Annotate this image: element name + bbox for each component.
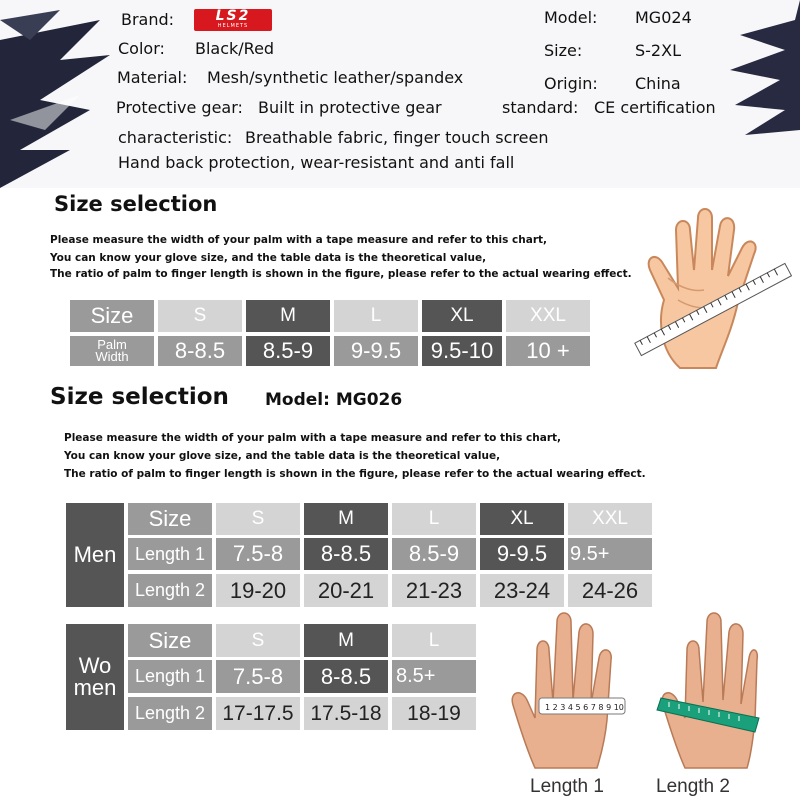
women-label bbox=[66, 624, 124, 730]
model-value: MG024 bbox=[635, 8, 692, 27]
protective-label: Protective gear: bbox=[116, 98, 243, 117]
men-size-cell: S bbox=[216, 503, 300, 535]
table-size-cell: S bbox=[158, 300, 242, 332]
men-length2-cell: 23-24 bbox=[480, 574, 564, 607]
section2-note-3: The ratio of palm to finger length is shown in the figure, please refer to the actual wearing effect. bbox=[64, 468, 646, 480]
men-size-cell: M bbox=[304, 503, 388, 535]
brush-stroke-decoration-left bbox=[0, 0, 120, 188]
brand-logo-text: LS2 bbox=[215, 8, 251, 24]
brand-label: Brand: bbox=[121, 10, 175, 29]
men-length2-label: Length 2 bbox=[128, 574, 212, 607]
model-label: Model: bbox=[544, 8, 598, 27]
characteristic-line2: Hand back protection, wear-resistant and anti fall bbox=[118, 153, 515, 172]
protective-value: Built in protective gear bbox=[258, 98, 442, 117]
women-length2-cell: 17.5-18 bbox=[304, 697, 388, 730]
men-length2-cell: 21-23 bbox=[392, 574, 476, 607]
brand-logo bbox=[194, 9, 272, 31]
women-length1-cell: 7.5-8 bbox=[216, 660, 300, 693]
brush-stroke-decoration-right bbox=[725, 0, 800, 140]
hand-measure-illustration bbox=[620, 200, 800, 375]
brand-logo-subtext: HELMETS bbox=[217, 23, 249, 29]
section2-note-2: You can know your glove size, and the table data is the theoretical value, bbox=[64, 450, 501, 462]
men-length1-cell: 9-9.5 bbox=[480, 538, 564, 570]
hand-length1-photo bbox=[505, 610, 630, 770]
men-size-header: Size bbox=[128, 503, 212, 535]
standard-value: CE certification bbox=[594, 98, 716, 117]
women-length2-cell: 17-17.5 bbox=[216, 697, 300, 730]
men-length1-cell: 9.5+ bbox=[568, 538, 652, 570]
table-size-cell: XXL bbox=[506, 300, 590, 332]
size-value: S-2XL bbox=[635, 41, 681, 60]
women-label-line1: Wo bbox=[78, 653, 112, 678]
men-length1-cell: 7.5-8 bbox=[216, 538, 300, 570]
table-value-cell: 9.5-10 bbox=[422, 336, 502, 366]
size-label: Size: bbox=[544, 41, 583, 60]
characteristic-label: characteristic: bbox=[118, 128, 233, 147]
men-label: Men bbox=[66, 503, 124, 607]
product-spec-header bbox=[0, 0, 800, 188]
section2-note-1: Please measure the width of your palm with a tape measure and refer to this chart, bbox=[64, 432, 562, 444]
table-value-cell: 8-8.5 bbox=[158, 336, 242, 366]
section1-title: Size selection bbox=[54, 192, 218, 216]
men-length1-cell: 8-8.5 bbox=[304, 538, 388, 570]
table-size-cell: XL bbox=[422, 300, 502, 332]
section1-note-2: You can know your glove size, and the table data is the theoretical value, bbox=[50, 252, 487, 264]
hand-length2-photo bbox=[655, 610, 765, 770]
origin-value: China bbox=[635, 74, 681, 93]
men-length1-cell: 8.5-9 bbox=[392, 538, 476, 570]
characteristic-value: Breathable fabric, finger touch screen bbox=[245, 128, 549, 147]
men-size-cell: L bbox=[392, 503, 476, 535]
table-value-cell: 8.5-9 bbox=[246, 336, 330, 366]
men-length2-cell: 24-26 bbox=[568, 574, 652, 607]
men-length1-label: Length 1 bbox=[128, 538, 212, 570]
length2-caption: Length 2 bbox=[656, 776, 730, 797]
women-size-cell: S bbox=[216, 624, 300, 657]
men-length2-cell: 19-20 bbox=[216, 574, 300, 607]
women-label-line2: men bbox=[73, 675, 117, 700]
table-palm-width-header: Palm Width bbox=[70, 336, 154, 366]
women-size-cell: M bbox=[304, 624, 388, 657]
material-label: Material: bbox=[117, 68, 188, 87]
table-size-cell: L bbox=[334, 300, 418, 332]
men-length2-cell: 20-21 bbox=[304, 574, 388, 607]
table-size-cell: M bbox=[246, 300, 330, 332]
women-length2-label: Length 2 bbox=[128, 697, 212, 730]
women-length1-cell: 8-8.5 bbox=[304, 660, 388, 693]
table-value-cell: 9-9.5 bbox=[334, 336, 418, 366]
table-size-header: Size bbox=[70, 300, 154, 332]
standard-label: standard: bbox=[502, 98, 579, 117]
section2-model: Model: MG026 bbox=[265, 390, 403, 410]
color-label: Color: bbox=[118, 39, 165, 58]
women-size-header: Size bbox=[128, 624, 212, 657]
women-size-cell: L bbox=[392, 624, 476, 657]
section1-note-3: The ratio of palm to finger length is shown in the figure, please refer to the actual wearing effect. bbox=[50, 268, 632, 280]
women-length1-cell: 8.5+ bbox=[392, 660, 476, 693]
length1-caption: Length 1 bbox=[530, 776, 604, 797]
women-length2-cell: 18-19 bbox=[392, 697, 476, 730]
men-size-cell: XXL bbox=[568, 503, 652, 535]
men-size-cell: XL bbox=[480, 503, 564, 535]
table-value-cell: 10 + bbox=[506, 336, 590, 366]
material-value: Mesh/synthetic leather/spandex bbox=[207, 68, 464, 87]
origin-label: Origin: bbox=[544, 74, 598, 93]
section1-note-1: Please measure the width of your palm with a tape measure and refer to this chart, bbox=[50, 234, 548, 246]
color-value: Black/Red bbox=[195, 39, 275, 58]
section2-title: Size selection bbox=[50, 384, 229, 410]
women-length1-label: Length 1 bbox=[128, 660, 212, 693]
tape-numbers-label: 1 2 3 4 5 6 7 8 9 10 bbox=[545, 703, 624, 712]
